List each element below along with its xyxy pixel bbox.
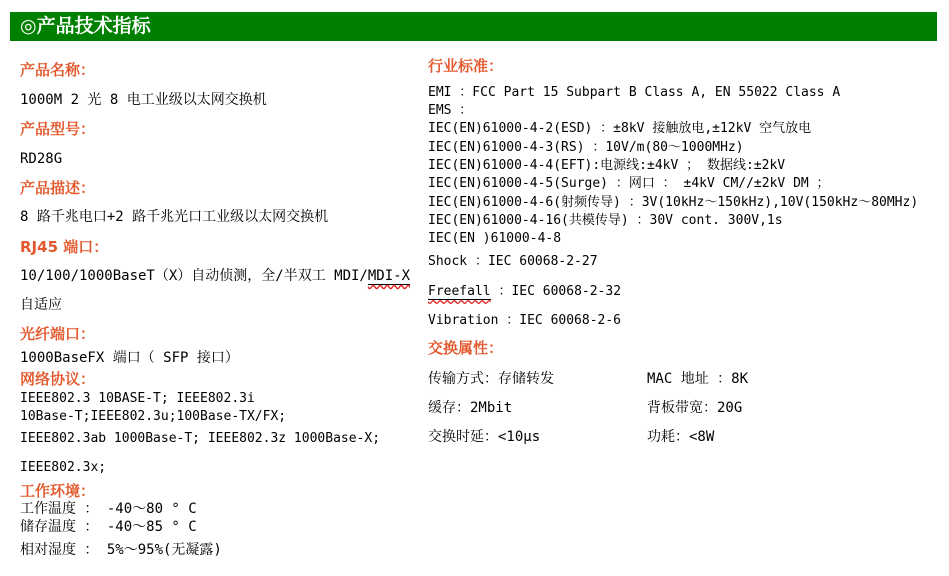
iec-esd-line: IEC(EN)61000-4-2(ESD) ：±8kV 接触放电,±12kV 空气放电 xyxy=(428,121,812,136)
freefall-underlined: Freefall xyxy=(428,284,491,299)
rj45-label: RJ45 端口： xyxy=(20,238,109,256)
protocol-line2: 10Base-T;IEEE802.3u;100Base-TX/FX; xyxy=(20,409,287,424)
desc-value: 8 路千兆电口+2 路千兆光口工业级以太网交换机 xyxy=(20,209,329,225)
env-line-humidity: 相对湿度 ： 5%～95%(无凝露) xyxy=(20,542,222,558)
emi-line: EMI ：FCC Part 15 Subpart B Class A, EN 55022 Class A xyxy=(428,85,841,100)
switch-row-buffer: 缓存：2Mbit xyxy=(428,400,513,416)
iec-48-line: IEC(EN )61000-4-8 xyxy=(428,231,562,246)
page-title: ◎产品技术指标 xyxy=(20,15,151,37)
desc-label: 产品描述： xyxy=(20,179,96,197)
switch-label: 交换属性： xyxy=(428,339,504,357)
product-name-label: 产品名称： xyxy=(20,61,96,79)
env-line-store-temp: 储存温度 ： -40～85 ° C xyxy=(20,519,197,535)
switch-row-mac: MAC 地址 ：8K xyxy=(647,371,749,387)
rj45-line1-prefix: 10/100/1000BaseT（X）自动侦测，全/半双工 MDI/ xyxy=(20,268,368,284)
iec-cm-line: IEC(EN)61000-4-16(共模传导) ：30V cont. 300V,1s xyxy=(428,213,783,228)
product-name-value: 1000M 2 光 8 电工业级以太网交换机 xyxy=(20,92,267,108)
model-label: 产品型号： xyxy=(20,120,96,138)
rj45-mdix-underlined: MDI-X xyxy=(367,268,411,284)
rj45-line2: 自适应 xyxy=(20,297,62,313)
model-value: RD28G xyxy=(20,151,63,167)
switch-row-power: 功耗：<8W xyxy=(647,429,715,445)
protocol-line1: IEEE802.3 10BASE-T; IEEE802.3i xyxy=(20,391,255,406)
freefall-rest: ：IEC 60068-2-32 xyxy=(490,284,622,299)
iec-rf-line: IEC(EN)61000-4-6(射频传导) ：3V(10kHz～150kHz),10V(150kHz～80MHz) xyxy=(428,195,919,210)
freefall-line xyxy=(428,283,621,300)
switch-row-latency: 交换时延：<10μs xyxy=(428,429,541,445)
page-title-bar xyxy=(10,12,937,41)
protocol-label: 网络协议： xyxy=(20,370,96,388)
fiber-value: 1000BaseFX 端口（ SFP 接口） xyxy=(20,350,239,366)
vibration-line: Vibration ：IEC 60068-2-6 xyxy=(428,313,622,328)
switch-row-transport: 传输方式：存储转发 xyxy=(428,371,554,387)
fiber-label: 光纤端口： xyxy=(20,325,96,343)
env-label: 工作环境： xyxy=(20,482,96,500)
iec-surge-line: IEC(EN)61000-4-5(Surge) ：网口 ： ±4kV CM//±2kV DM ； xyxy=(428,176,830,191)
ems-line: EMS ： xyxy=(428,103,473,118)
env-line-work-temp: 工作温度 ： -40～80 ° C xyxy=(20,501,197,517)
protocol-line3: IEEE802.3ab 1000Base-T; IEEE802.3z 1000Base-X; xyxy=(20,431,381,446)
standards-label: 行业标准： xyxy=(428,57,504,75)
switch-row-backplane: 背板带宽：20G xyxy=(647,400,743,416)
protocol-line4: IEEE802.3x; xyxy=(20,460,107,475)
iec-eft-line: IEC(EN)61000-4-4(EFT):电源线:±4kV ； 数据线:±2kV xyxy=(428,158,786,173)
shock-line: Shock ：IEC 60068-2-27 xyxy=(428,254,598,269)
rj45-line1 xyxy=(20,268,410,285)
iec-rs-line: IEC(EN)61000-4-3(RS) ：10V/m(80～1000MHz) xyxy=(428,140,744,155)
